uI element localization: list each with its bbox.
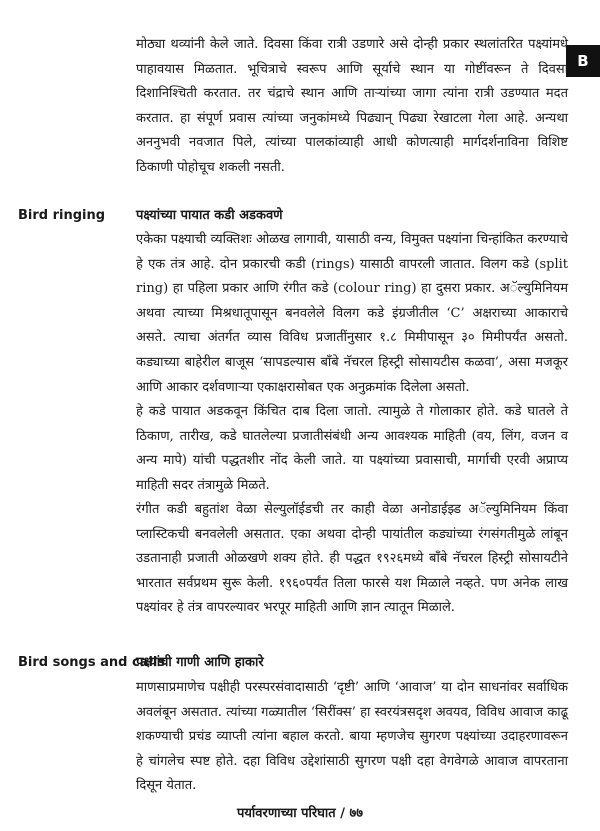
top-paragraph: मोठ्या थव्यांनी केले जाते. दिवसा किंवा रात्री उडणारे असे दोन्ही प्रकार स्थलांतरित पक्ष्यांमधे पाहावयास मिळतात. भूचित्राचे स्वरूप आणि सूर्याचे स्थान या गोष्टींवरून ते दिवसा दिशानिश्चिती करतात. तर चंद्राचे स्थान आणि ताऱ्यांच्या जागा त्यांना रात्री उडण्यात मदत करतात. हा संपूर्ण प्रवास त्यांच्या जनुकांमध्ये पिढ्यान् पिढ्या रेखाटला गेला आहे. अन्यथा अननुभवी नवजात पिले, त्यांच्या पालकांव्याही आधी कोणत्याही मार्गदर्शनाविना विशिष्ट ठिकाणी पोहोचूच शकली नसती. xyxy=(136,37,568,175)
side-label-bird-ringing: Bird ringing xyxy=(18,208,106,223)
bird-ringing-paragraph-2: हे कडे पायात अडकवून किंचित दाब दिला जातो. त्यामुळे ते गोलाकार होते. कडे घातले ते ठिकाण, तारीख, कडे घातलेल्या प्रजातीसंबंधी अन्य आवश्यक माहिती (वय, लिंग, वजन व अन्य मापे) यांची पद्धतशीर नोंद केली जाते. या पक्ष्यांच्या प्रवासाची, मार्गाची एरवी अप्राप्य माहिती सदर तंत्रामुळे मिळते. xyxy=(136,404,568,493)
bird-ringing-paragraph-3: रंगीत कडी बहुतांश वेळा सेल्युलॉईडची तर काही वेळा अनोडाईझ्ड अॅल्युमिनियम किंवा प्लास्टिकची बनवलेली असतात. एका अथवा दोन्ही पायांतील कड्यांच्या रंगसंगतीमुळे लांबून उडतानाही प्रजाती ओळखणे शक्य होते. ही पद्धत १९२६मध्ये बॉंबे नॅचरल हिस्ट्री सोसायटीने भारतात सर्वप्रथम सुरू केली. १९६०पर्यंत तिला फारसे यश मिळाले नव्हते. पण अनेक लाख पक्ष्यांवर हे तंत्र वापरल्यावर भरपूर माहिती आणि ज्ञान त्यातून मिळाले. xyxy=(136,502,568,616)
page-footer: पर्यावरणाच्या परिघात / ७७ xyxy=(236,806,364,821)
bird-songs-paragraph: माणसाप्रमाणेच पक्षीही परस्परसंवादासाठी ‘दृष्टी’ आणि ‘आवाज’ या दोन साधनांवर सर्वाधिक अवलंबून असतात. त्यांच्या गळ्यातील ‘सिरींक्स’ हा स्वरयंत्रसदृश अवयव, विविध आवाज काढू शकण्याची प्रचंड व्याप्ती त्यांना बहाल करतो. बाया म्हणजेच सुगरण पक्ष्यांच्या उदाहरणावरून हे चांगलेच स्पष्ट होते. दहा विविध उद्देशांसाठी सुगरण पक्षी दहा वेगवेगळे आवाज वापरताना दिसून येतात. xyxy=(136,680,568,794)
side-label-bird-songs: Bird songs and calls xyxy=(18,655,166,670)
bird-ringing-paragraph-1: एकेका पक्ष्याची व्यक्तिशः ओळख लागावी, यासाठी वन्य, विमुक्त पक्ष्यांना चिन्हांकित करण्याचे हे एक तंत्र आहे. दोन प्रकारची कडी (rings) यासाठी वापरली जातात. विलग कडे (split ring) हा पहिला प्रकार आणि रंगीत कडे (colour ring) हा दुसरा प्रकार. अॅल्युमिनियम अथवा त्याच्या मिश्रधातूपासून बनवलेले विलग कडे इंग्रजीतील ‘C’ अक्षराच्या आकाराचे असते. त्याचा अंतर्गत व्यास विविध प्रजातींनुसार १.८ मिमीपासून ३० मिमीपर्यंत असतो. कड्याच्या बाहेरील बाजूस ‘सापडल्यास बॉंबे नॅचरल हिस्ट्री सोसायटीस कळवा’, असा मजकूर आणि आकार दर्शवणाऱ्या एकाक्षरासोबत एक अनुक्रमांक दिलेला असतो. xyxy=(136,232,568,395)
section-heading-bird-songs: पक्ष्यांची गाणी आणि हाकारे xyxy=(136,655,264,670)
section-tab-letter: B xyxy=(566,45,600,77)
section-heading-bird-ringing: पक्ष्यांच्या पायात कडी अडकवणे xyxy=(136,208,283,223)
